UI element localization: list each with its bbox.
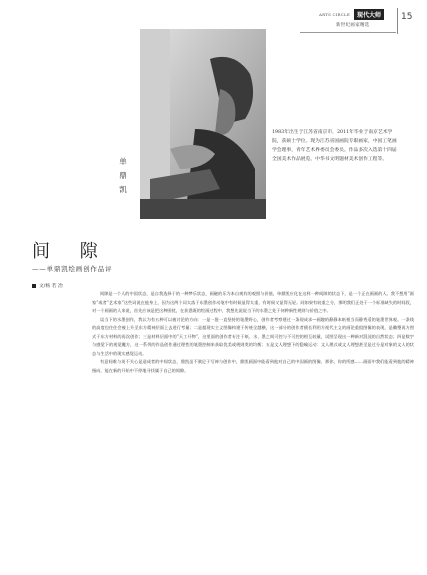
article-author (32, 282, 63, 289)
header-subtitle: 新世纪画家精选 (336, 23, 370, 28)
article-title: 间 隙 (32, 241, 110, 262)
header-issn: ARTS CIRCLE (319, 12, 350, 17)
header-badge: 现代大师 (354, 9, 384, 20)
body-paragraph: 间隙是一个人的中国状态，是自我选择于的一种梦乐状态，画磁的乐为本自观有的观照与价值。单鼎凯应化在这样一种间隙的状态下，是一个正在画画的人。我不想用“画家”或者“艺术家”这些词说在他身上，因为这两个词太落于东墨创作动笔中有时候显得太重，有时候又显得无轻。同如果有较重之分，那明我们正处于一个标准缺失的时间段，对一个画画的人来说，首先应该是把这种困扰，在获悉既的绘画过程中，我想先说说当下的水墨之处于何种新性规则与价值之中。 (92, 291, 414, 313)
article-body (92, 290, 414, 375)
artist-vertical-name: 单 鼎 凯 (119, 157, 127, 194)
artist-bio: 1983年出生于江苏省南京市，2011年毕业于南京艺术学院，获硕士学位。现为江苏省国画院专职画家，中国工笔画学会理事，青年艺术界委员会委员。作品多次入选第十四届全国美术作品展览、中华书文明题材美术创作工程等。 (272, 130, 397, 162)
artist-photo (140, 29, 266, 219)
article-subtitle: ——单鼎凯绘画创作品评 (32, 265, 113, 273)
author-marker (32, 284, 36, 288)
artist-photo-image (140, 29, 266, 219)
body-paragraph: 有意间难与英不关心是造成者的中间状态，鼎凯虽不满足于写神与创作中，鼎凯画面中能看到他对自己的中国画的图像、那你，你的所感……画面中我们能看到他的精神指向，能在新的开始中不停地寻找属于自己的间隙。 (92, 359, 414, 373)
page-number: 15 (401, 12, 413, 22)
header-divider (300, 32, 396, 33)
author-name: 文/杨 若 冶 (39, 284, 63, 289)
header-vertical-divider (397, 8, 398, 34)
body-paragraph: 谈当下的水墨创作，我认为有五种可以被讨论的方向：一是一批一直坚持的笔墨野心，创作者考察建过一条现成求—画趣的静静本纸相当而静秀适的笔墨世界观。一条线的高度也往往会被上升至东方精神层面上去进行考量；二是超现实主义图像构建于传统全越横，这一部分的创作者擅长利用方视代主义的画论重组图像的表现，是雕塑再方图式于东方材料的再次创作；三是材料层面中的“天工开物”，这里面的创作者专注于纸、水、墨之间可控与不可控的相互较量，试图呈现出一种新对混沌的自然状态；四是数字与感觉下的视觉魔方，这一系列的作品创作通过理性的笔墨控制来获取优美或规则类的均衡；五是文人理想下的隐喻运动：文人理式或文人理想甚至是过分是对象的文人的状态与生活中的现实感觉运动。 (92, 316, 414, 356)
